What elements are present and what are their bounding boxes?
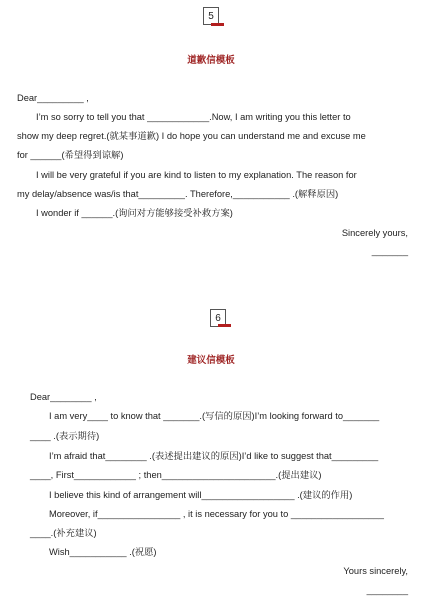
body-line: I wonder if ______.(询问对方能够接受补救方案) <box>36 208 233 218</box>
closing: Sincerely yours, <box>341 228 408 238</box>
body-line: for ______(希望得到谅解) <box>17 150 124 160</box>
body-line: I’m so sorry to tell you that ____________.Now, I am writing you this letter to <box>36 112 351 122</box>
body-line: Wish___________ .(祝愿) <box>49 547 157 557</box>
section-number-box: 5 <box>203 7 219 25</box>
signature-blank: _______ <box>371 246 408 256</box>
body-line: I believe this kind of arrangement will__________________ .(建议的作用) <box>49 490 353 500</box>
body-line: Moreover, if________________ , it is necessary for you to __________________ <box>49 509 384 519</box>
signature-blank: ________ <box>366 585 408 595</box>
body-line: I’m afraid that________ .(表述提出建议的原因)I’d like to suggest that_________ <box>49 451 379 461</box>
body-line: my delay/absence was/is that_________. Therefore,___________ .(解释原因) <box>17 189 339 199</box>
letter-title: 道歉信模板 <box>187 55 235 66</box>
body-line: ____, First____________ ; then______________________.(提出建议) <box>30 470 322 480</box>
section-number-accent <box>218 324 231 327</box>
salutation: Dear_________ , <box>17 93 89 103</box>
salutation: Dear________ , <box>30 392 97 402</box>
section-number-box: 6 <box>210 309 226 327</box>
body-line: show my deep regret.(就某事道歉) I do hope you can understand me and excuse me <box>17 131 366 141</box>
letter-title: 建议信模板 <box>187 355 235 366</box>
body-line: I will be very grateful if you are kind to listen to my explanation. The reason for <box>36 170 357 180</box>
section-number-accent <box>211 23 224 26</box>
closing: Yours sincerely, <box>343 566 408 576</box>
body-line: ____.(补充建议) <box>30 528 97 538</box>
body-line: I am very____ to know that _______.(写信的原因)I’m looking forward to_______ <box>49 411 380 421</box>
body-line: ____ .(表示期待) <box>30 431 100 441</box>
